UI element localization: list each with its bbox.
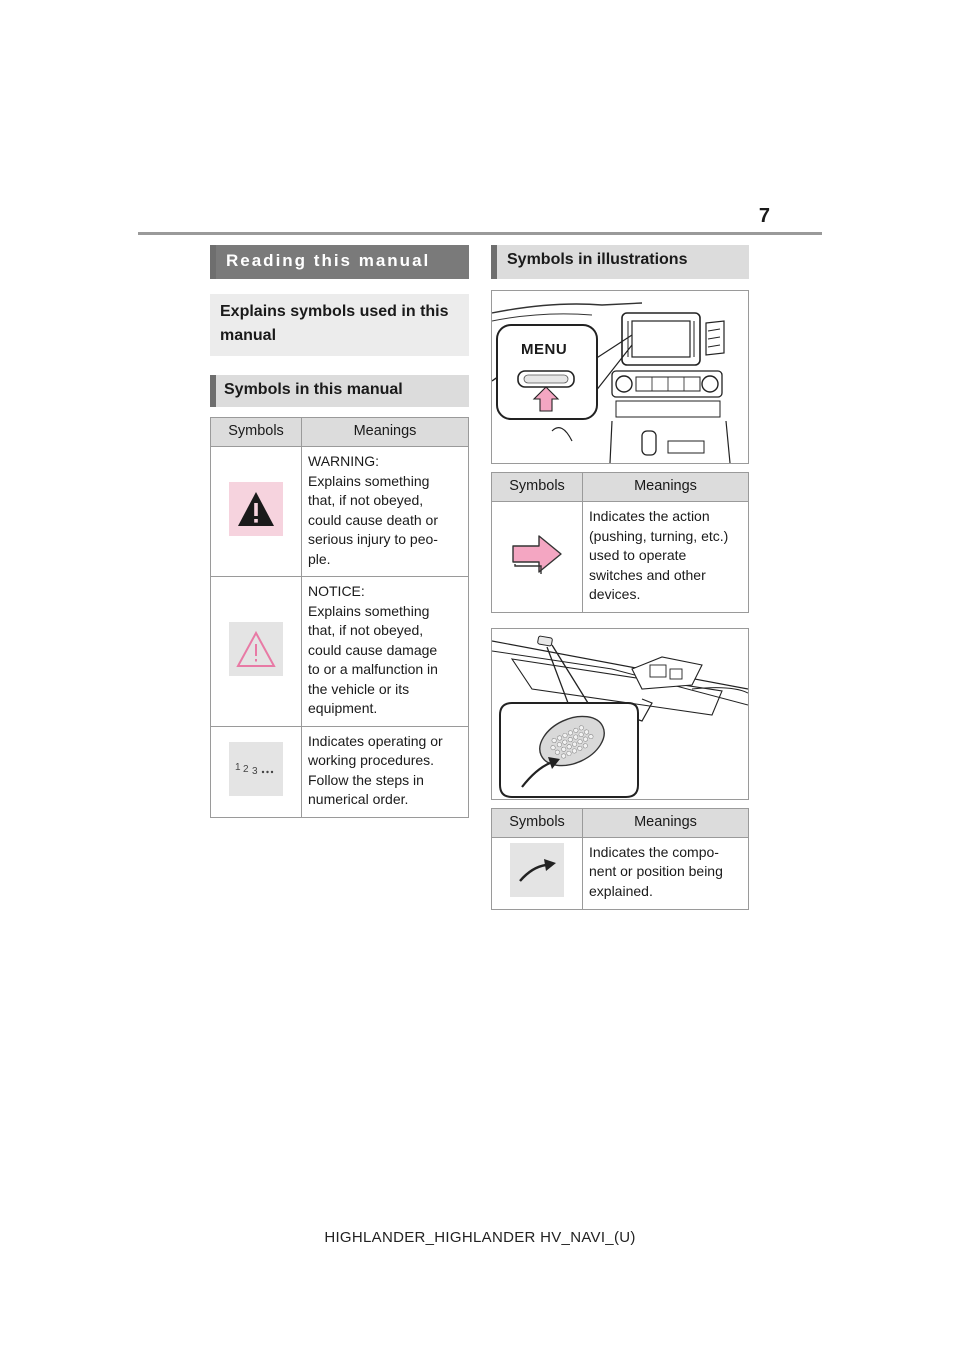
meaning-line: working procedures. bbox=[308, 752, 435, 768]
meaning-line: WARNING: bbox=[308, 453, 380, 469]
column-header-symbols: Symbols bbox=[492, 473, 583, 502]
svg-text:1: 1 bbox=[235, 761, 241, 773]
dashboard-drawing bbox=[492, 291, 748, 463]
symbol-cell bbox=[492, 502, 583, 613]
meaning-line: Follow the steps in bbox=[308, 771, 424, 788]
meaning-line: Indicates the compo- bbox=[589, 843, 719, 860]
meaning-line: devices. bbox=[589, 586, 641, 602]
meaning-line: serious injury to peo- bbox=[308, 531, 438, 547]
left-column bbox=[210, 245, 469, 818]
symbols-table bbox=[210, 417, 469, 818]
overhead-drawing bbox=[492, 629, 748, 799]
meaning-line: equipment. bbox=[308, 700, 378, 716]
subheading-explains-symbols: Explains symbols used in this manual bbox=[210, 294, 469, 356]
pointer-arrow-icon bbox=[510, 843, 564, 897]
right-column bbox=[491, 245, 749, 910]
meaning-line: (pushing, turning, etc.) bbox=[589, 527, 729, 544]
meaning-cell bbox=[302, 447, 469, 577]
menu-label: MENU bbox=[521, 341, 568, 358]
warning-icon bbox=[229, 482, 283, 536]
meaning-line: that, if not obeyed, bbox=[308, 492, 424, 508]
meaning-line: Indicates the action bbox=[589, 508, 710, 524]
meaning-line: used to operate bbox=[589, 547, 687, 563]
table-row bbox=[211, 726, 469, 817]
section-title-reading: Reading this manual bbox=[210, 245, 469, 279]
pink-arrow-icon bbox=[509, 532, 565, 582]
meaning-line: Indicates operating or bbox=[308, 732, 443, 749]
symbol-cell bbox=[211, 577, 302, 727]
page-number: 7 bbox=[758, 205, 770, 227]
meaning-line: numerical order. bbox=[308, 791, 409, 807]
column-header-symbols: Symbols bbox=[211, 418, 302, 447]
top-rule bbox=[138, 232, 822, 235]
symbol-cell bbox=[492, 837, 583, 909]
footer-text: HIGHLANDER_HIGHLANDER HV_NAVI_(U) bbox=[324, 1229, 636, 1246]
meaning-line: Explains something bbox=[308, 472, 430, 489]
table-row bbox=[211, 447, 469, 577]
column-header-meanings: Meanings bbox=[583, 808, 749, 837]
meaning-line: could cause death or bbox=[308, 511, 438, 528]
meaning-cell bbox=[583, 837, 749, 909]
table-row bbox=[492, 837, 749, 909]
table-row bbox=[211, 577, 469, 727]
meaning-line: Explains something bbox=[308, 602, 430, 619]
table-row bbox=[492, 502, 749, 613]
meaning-line: that, if not obeyed, bbox=[308, 622, 424, 638]
meaning-line: could cause damage bbox=[308, 641, 438, 658]
meaning-cell bbox=[302, 726, 469, 817]
meaning-line: the vehicle or its bbox=[308, 680, 410, 697]
symbol-cell bbox=[211, 726, 302, 817]
meaning-cell bbox=[302, 577, 469, 727]
column-header-meanings: Meanings bbox=[302, 418, 469, 447]
dashboard-illustration bbox=[491, 290, 749, 464]
column-header-symbols: Symbols bbox=[492, 808, 583, 837]
meaning-line: to or a malfunction in bbox=[308, 661, 438, 677]
symbol-cell bbox=[211, 447, 302, 577]
column-header-meanings: Meanings bbox=[583, 473, 749, 502]
section-title-illustrations: Symbols in illustrations bbox=[491, 245, 749, 279]
overhead-illustration bbox=[491, 628, 749, 800]
table-heading-symbols: Symbols in this manual bbox=[210, 375, 469, 407]
illustration-symbols-table-2 bbox=[491, 808, 749, 910]
meaning-cell bbox=[583, 502, 749, 613]
meaning-line: ple. bbox=[308, 550, 331, 567]
svg-text:3: 3 bbox=[252, 765, 258, 777]
meaning-line: explained. bbox=[589, 882, 653, 899]
svg-text:2: 2 bbox=[243, 763, 249, 775]
illustration-symbols-table-1 bbox=[491, 472, 749, 613]
notice-icon bbox=[229, 622, 283, 676]
steps-icon bbox=[229, 742, 283, 796]
meaning-line: NOTICE: bbox=[308, 583, 365, 599]
meaning-line: switches and other bbox=[589, 566, 706, 583]
meaning-line: nent or position being bbox=[589, 863, 723, 879]
